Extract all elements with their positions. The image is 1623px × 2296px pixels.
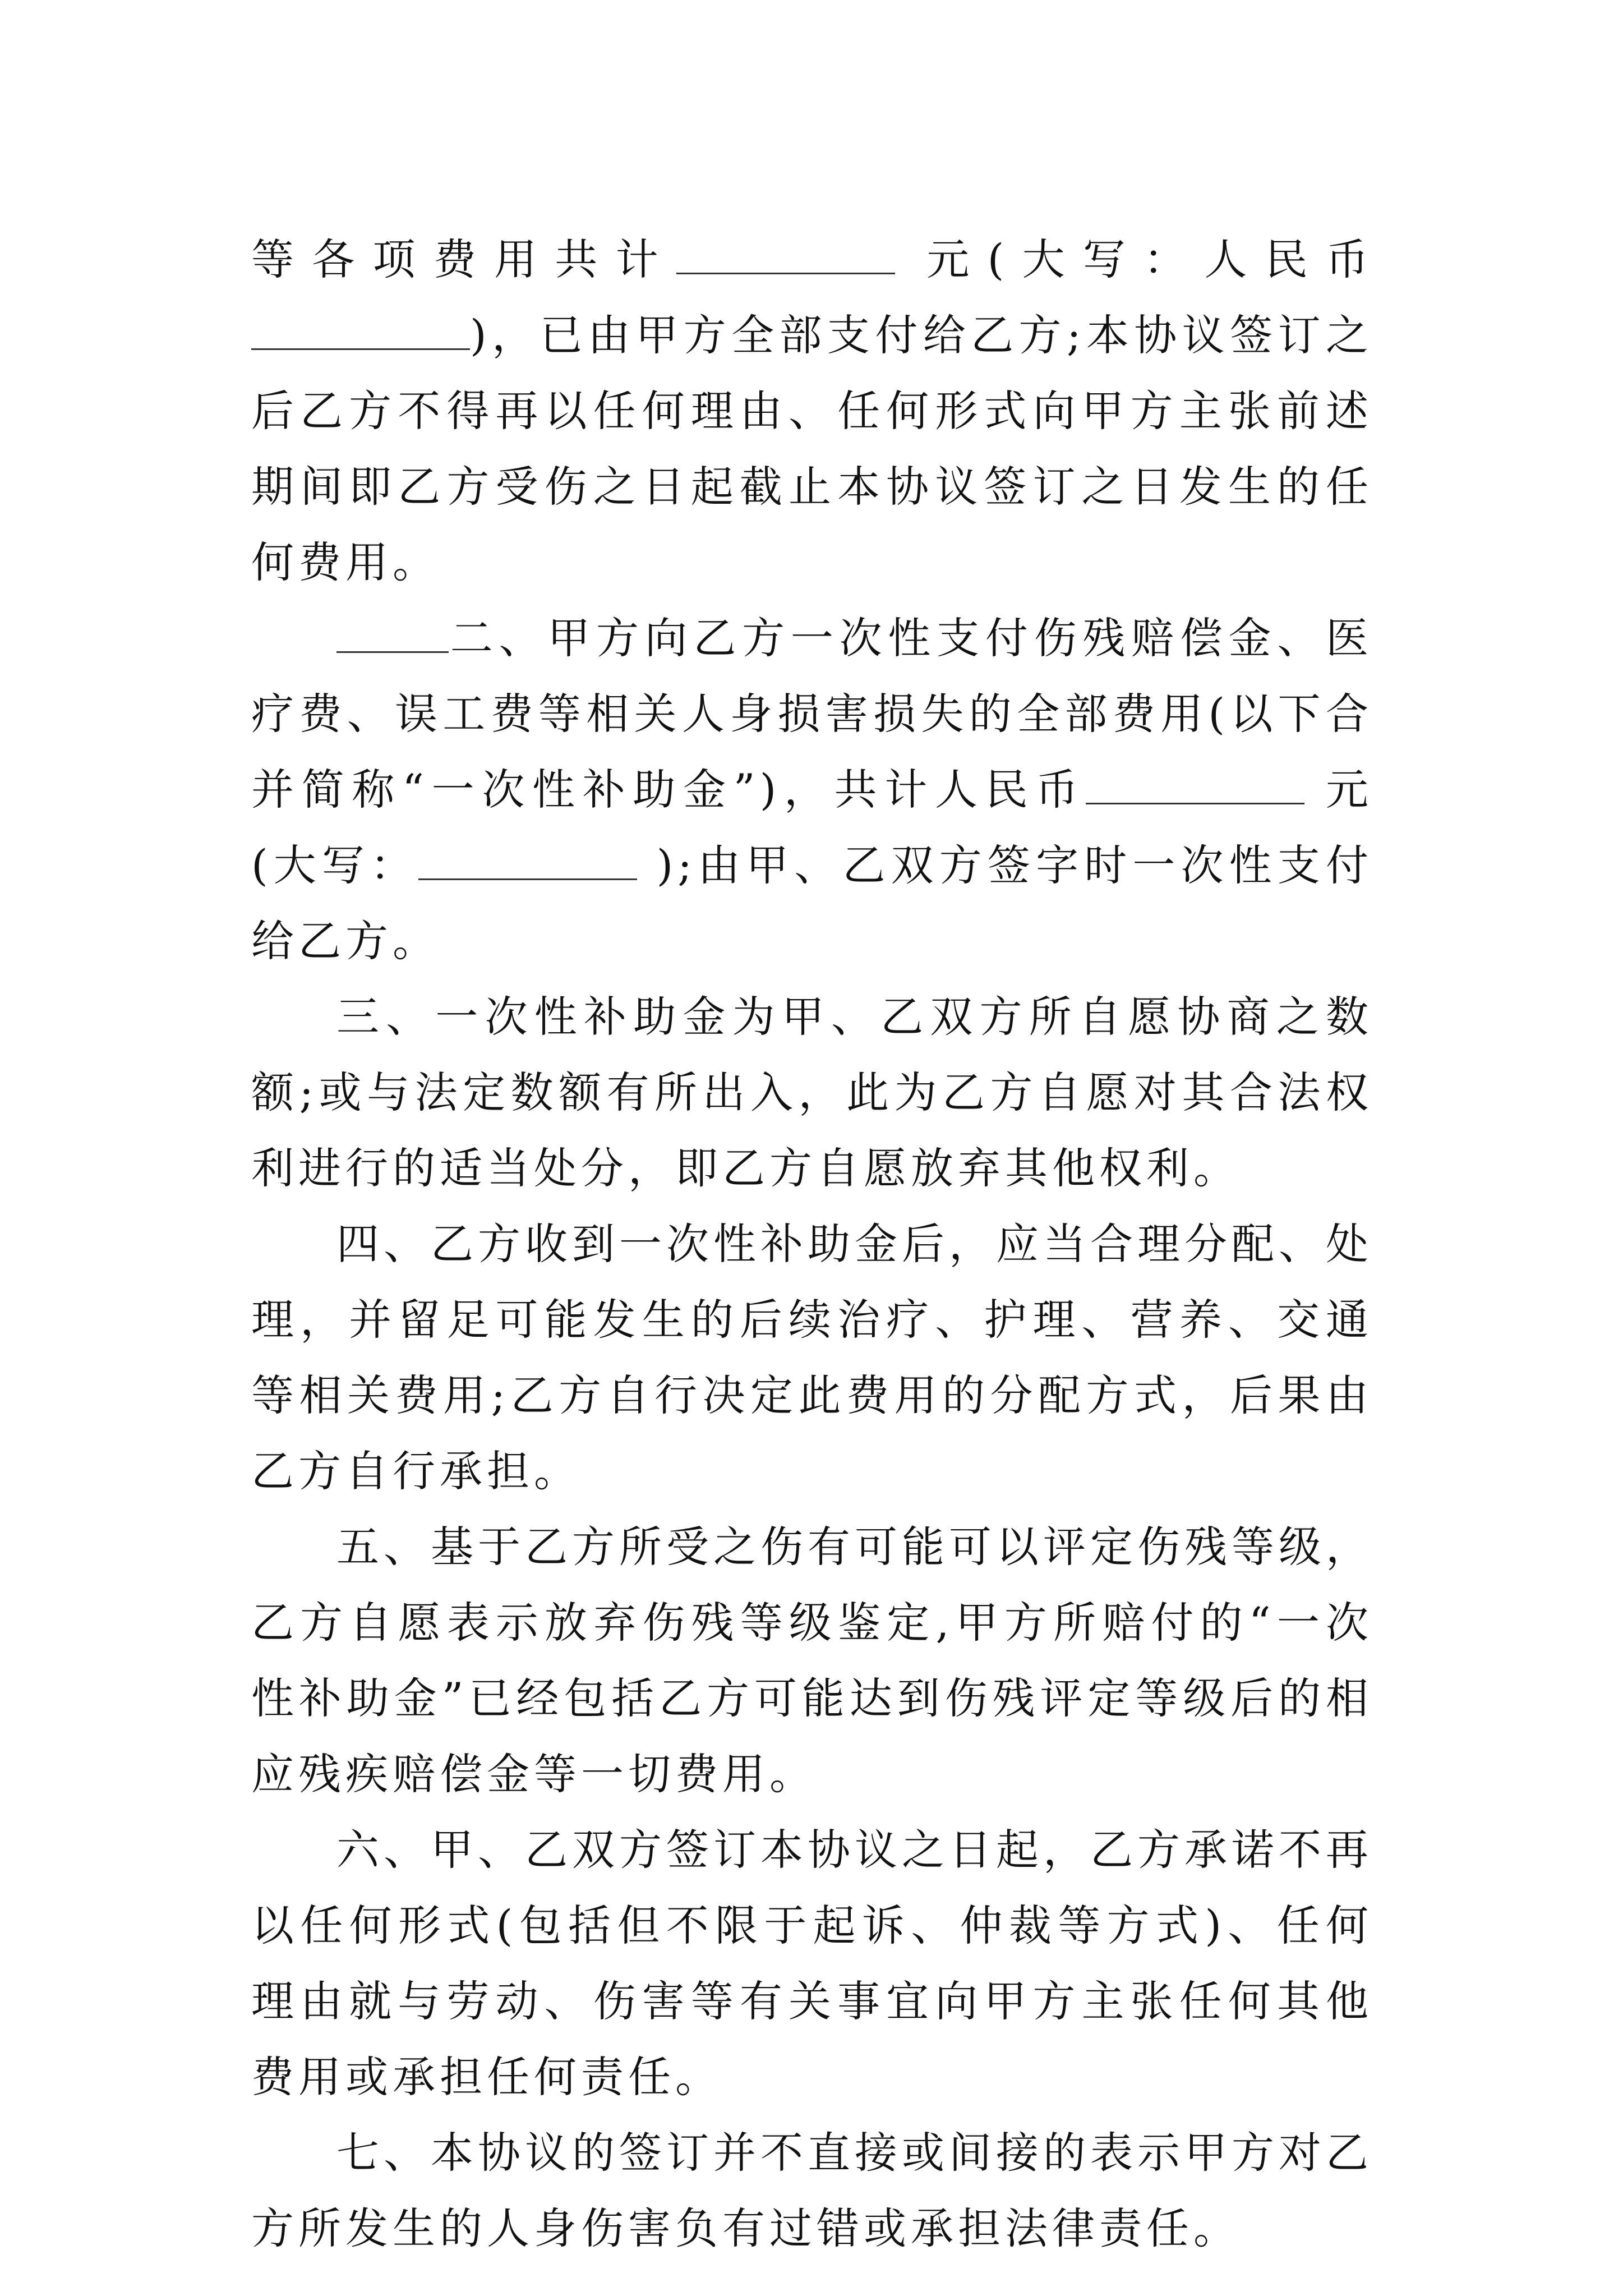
text-segment: )，已由甲方全部支付给乙方;本协议签订之后乙方不得再以任何理由、任何形式向甲方主张前述期间即乙方受伤之日起截止本协议签订之日发生的任何费用。 — [251, 310, 1373, 587]
amount-blank-field[interactable] — [676, 233, 895, 274]
text-segment: 等各项费用共计 — [251, 234, 676, 284]
text-segment: 元(大写： — [251, 765, 1373, 890]
lump-sum-in-words-blank-field[interactable] — [418, 839, 637, 880]
amount-in-words-blank-field[interactable] — [251, 309, 470, 350]
paragraph-clause-3: 三、一次性补助金为甲、乙双方所自愿协商之数额;或与法定数额有所出入，此为乙方自愿对其合法权利进行的适当处分，即乙方自愿放弃其他权利。 — [251, 992, 1373, 1193]
text-segment: );由甲、乙双方签字时一次性支付给乙方。 — [251, 840, 1373, 966]
lump-sum-amount-blank-field[interactable] — [1086, 763, 1304, 804]
paragraph-clause-7: 七、本协议的签订并不直接或间接的表示甲方对乙方所发生的人身伤害负有过错或承担法律责任。 — [251, 2128, 1373, 2253]
paragraph-clause-5: 五、基于乙方所受之伤有可能可以评定伤残等级，乙方自愿表示放弃伤残等级鉴定,甲方所赔付的“一次性补助金”已经包括乙方可能达到伤残评定等级后的相应残疾赔偿金等一切费用。 — [251, 1522, 1373, 1799]
clause-prefix-blank-field[interactable] — [336, 612, 449, 653]
paragraph-clause-6: 六、甲、乙双方签订本协议之日起，乙方承诺不再以任何形式(包括但不限于起诉、仲裁等方式)、任何理由就与劳动、伤害等有关事宜向甲方主张任何其他费用或承担任何责任。 — [251, 1825, 1373, 2102]
paragraph-clause-4: 四、乙方收到一次性补助金后，应当合理分配、处理，并留足可能发生的后续治疗、护理、营养、交通等相关费用;乙方自行决定此费用的分配方式，后果由乙方自行承担。 — [251, 1219, 1373, 1496]
paragraph-expenses-paid — [251, 222, 1373, 600]
paragraph-clause-2 — [251, 600, 1373, 979]
text-segment: 元(大写：人民币 — [895, 234, 1373, 284]
text-segment: 二、甲方向乙方一次性支付伤残赔偿金、医疗费、误工费等相关人身损害损失的全部费用(以下合并简称“一次性补助金”)，共计人民币 — [251, 613, 1373, 815]
document-body — [251, 222, 1373, 2266]
